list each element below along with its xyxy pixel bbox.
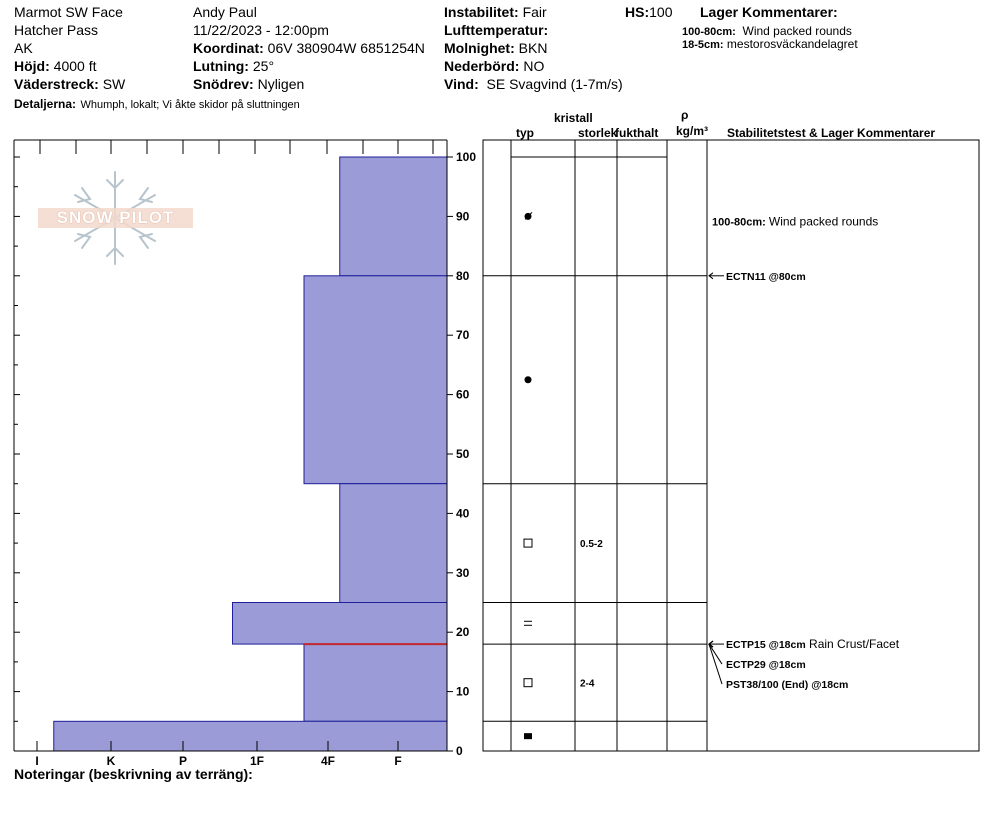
depth-tick-label: 30 [456,565,470,580]
notes-label: Noteringar (beskrivning av terräng): [14,766,253,782]
header-layer-comment-range: 100-80cm: [682,26,736,38]
crystal-header: kristall [554,111,593,125]
depth-tick-label: 60 [456,387,470,402]
wind-value: SE Svagvind (1-7m/s) [486,76,623,92]
density-unit-header: kg/m³ [676,124,709,138]
header-layer-comment-range: 18-5cm: [682,39,724,51]
logo-text: SNOW PILOT [56,208,175,227]
stability-value: Fair [522,4,547,20]
hs-label: HS: [625,4,650,20]
stability-test-comment: Rain Crust/Facet [805,637,900,652]
hardness-tick-label: 4F [320,754,336,768]
layer-comment [712,214,878,228]
depth-tick-label: 0 [456,744,463,758]
hardness-tick-label: I [35,754,39,768]
elevation-label: Höjd: [14,58,50,74]
facets-icon [524,679,532,687]
stability-test-label: ECTN11 @80cm [726,270,806,283]
moisture-header: fukthalt [615,126,659,140]
grain-symbol [524,539,532,547]
test-arrow [709,273,724,279]
hardness-tick-label: P [178,754,188,768]
grain-symbol [524,733,532,739]
stability-test [726,679,848,691]
grain-size-label: 0.5-2 [580,539,603,551]
slope-label: Lutning: [193,58,249,74]
depth-tick-label: 10 [456,684,470,699]
region-name: Hatcher Pass [14,22,99,38]
elevation-value: 4000 ft [53,58,97,74]
stability-test [726,637,900,651]
depth-tick-label: 100 [456,150,477,164]
stability-test-label: PST38/100 (End) @18cm [726,679,849,692]
grain-symbol [524,679,532,687]
precip-label: Nederbörd: [444,58,520,74]
observation-datetime: 11/22/2023 - 12:00pm [193,22,329,38]
hs-value: 100 [649,4,673,20]
hardness-bar [304,276,447,484]
tests-header: Stabilitetstest & Lager Kommentarer [727,126,936,140]
depth-tick-label: 50 [456,447,470,461]
depth-tick-label: 80 [456,268,470,283]
wind-loading-label: Snödrev: [193,76,254,92]
hardness-bar [340,157,447,276]
stability-test-label: ECTP29 @18cm [726,659,806,672]
details-value: Whumph, lokalt; Vi åkte skidor på sluttningen [80,99,300,111]
hardness-bar [54,721,447,751]
hardness-bar [304,644,447,721]
sky-value: BKN [518,40,548,56]
header-layer-comment-text: Wind packed rounds [742,24,852,38]
test-arrow-line [709,644,722,684]
grain-size-label: 2-4 [580,678,595,690]
coord-label: Koordinat: [193,40,264,56]
grain-symbol [524,621,532,625]
depth-tick-label: 90 [456,209,470,224]
aspect-label: Väderstreck: [14,76,99,92]
details-label: Detaljerna: [14,97,77,111]
rounds-icon [525,376,532,383]
sky-label: Molnighet: [444,40,515,56]
slope-value: 25° [252,58,275,74]
wind-loading-value: Nyligen [257,76,305,92]
coord-value: 06V 380904W 6851254N [267,40,425,56]
grain-symbol [525,212,533,220]
stability-test-label: ECTP15 @18cm [726,639,806,652]
hardness-tick-label: K [106,754,116,768]
header-layer-comment-text: mestorosväckandelagret [726,37,858,51]
hardness-tick-label: F [394,754,402,768]
location-name: Marmot SW Face [14,4,123,20]
stability-test [726,659,806,671]
precip-value: NO [523,58,545,74]
facets-icon [524,539,532,547]
depth-tick-label: 70 [456,328,470,343]
hardness-bar [233,603,448,645]
layer-comment-text: Wind packed rounds [768,214,879,229]
state-name: AK [14,40,33,56]
grain-symbol [525,376,532,383]
melt-freeze-icon [524,733,532,739]
observer-name: Andy Paul [193,4,257,20]
stability-test [726,271,806,283]
test-arrow-line [709,644,722,664]
stability-label: Instabilitet: [444,4,519,20]
layer-comments-title: Lager Kommentarer: [700,4,838,20]
hardness-bar [340,484,447,603]
size-header: storlek [578,126,618,140]
airtemp-label: Lufttemperatur: [444,22,549,38]
rho-header: ρ [681,108,689,122]
wind-label: Vind: [444,76,479,92]
layer-comment-range: 100-80cm: [712,216,769,229]
aspect-value: SW [102,76,126,92]
hardness-tick-label: 1F [249,754,265,768]
depth-tick-label: 40 [456,506,470,521]
type-header: typ [516,126,534,140]
depth-tick-label: 20 [456,625,470,640]
